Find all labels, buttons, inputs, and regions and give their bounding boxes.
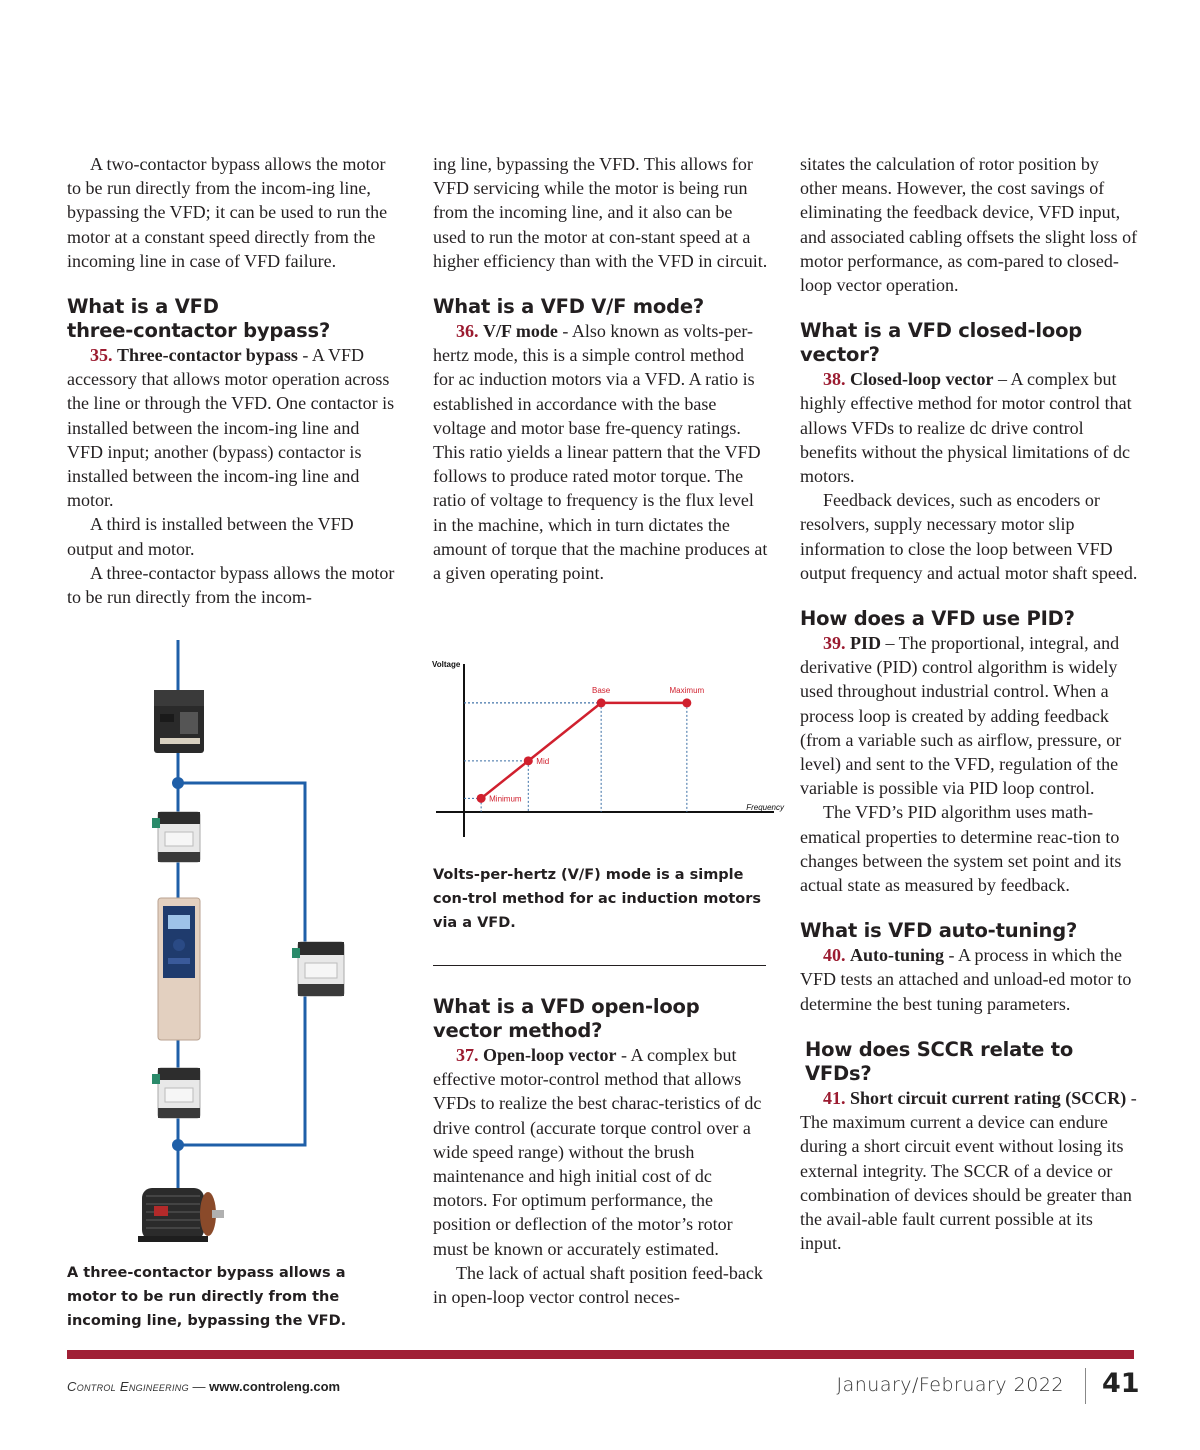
motor-icon: [138, 1188, 224, 1242]
heading-q35: What is a VFD three-contactor bypass?: [67, 295, 331, 343]
vf-chart: [430, 652, 790, 844]
bypass-diagram: [120, 640, 360, 1255]
point-base: [597, 698, 606, 707]
label-maximum: Maximum: [669, 685, 705, 695]
bypass-contactor-icon: [292, 942, 344, 996]
caption-rule: [433, 965, 766, 966]
footer-divider: [1085, 1368, 1086, 1404]
paragraph-q39: 39. PID – The proportional, integral, and derivative (PID) control algorithm is widely used throughout industrial control. When a process loop is created by adding feedback (from a variable such as airflow, pressure, or level) and sent to the VFD, regulation of the variable is possible via PID loop control.: [800, 633, 1122, 799]
heading-q41: How does SCCR relate to VFDs?: [805, 1037, 1074, 1085]
contactor-2-icon: [152, 1068, 200, 1118]
paragraph-q38: 38. Closed-loop vector – A complex but highly effective method for motor control that allows VFDs to realize dc drive control benefits without the physical limitations of dc motors.: [800, 369, 1132, 487]
x-axis-label: Frequency: [746, 803, 784, 812]
paragraph-q39-b: The VFD’s PID algorithm uses math-ematical properties to determine reac-tion to changes between the system set point and its actual state as measured by feedback.: [800, 802, 1122, 896]
paragraph-q35-c: A three-contactor bypass allows the motor to be run directly from the incom-: [67, 562, 395, 608]
figure-caption-bypass: A three-contactor bypass allows a motor to be run directly from the incoming line, bypassing the VFD.: [67, 1265, 347, 1329]
breaker-icon: [154, 690, 204, 753]
point-mid: [524, 756, 533, 765]
label-mid: Mid: [536, 756, 550, 766]
contactor-1-icon: [152, 812, 200, 862]
junction-top: [172, 777, 184, 789]
paragraph-q40: 40. Auto-tuning - A process in which the VFD tests an attached and unload-ed motor to determine the best tuning parameters.: [800, 945, 1132, 1014]
column-2-lower: [433, 995, 768, 1309]
heading-q39: How does a VFD use PID?: [800, 607, 1075, 631]
y-axis-label: Voltage: [432, 660, 461, 669]
heading-q38: What is a VFD closed-loop vector?: [800, 319, 1083, 367]
paragraph-q37-b: The lack of actual shaft position feed-back in open-loop vector control neces-: [433, 1262, 763, 1308]
paragraph-q41: 41. Short circuit current rating (SCCR) - The maximum current a device can endure during a short circuit event without losing its external integrity. The SCCR of a device or combination of devices should be greater than the avail-able fault current possible at its input.: [800, 1087, 1137, 1254]
point-minimum: [477, 794, 486, 803]
paragraph-q35-b: A third is installed between the VFD output and motor.: [67, 514, 354, 559]
paragraph-col3-cont: sitates the calculation of rotor position by other means. However, the cost savings of eliminating the feedback device, VFD input, and associated cabling offsets the slight loss of motor performance, as com-pared to closed-loop vector operation.: [800, 154, 1138, 296]
paragraph-q37: 37. Open-loop vector - A complex but effective motor-control method that allows VFDs to realize the best charac-teristics of dc drive control (accurate torque control over a wide speed range) without the brush maintenance and high initial cost of dc motors. For optimum performance, the position or deflection of the motor’s rotor must be known or accurately estimated.: [433, 1045, 762, 1259]
point-maximum: [682, 698, 691, 707]
footer-date: January/February 2022: [836, 1374, 1064, 1396]
label-base: Base: [592, 685, 611, 695]
footer-bar: [67, 1350, 1134, 1359]
vf-series-line: [481, 703, 687, 798]
vfd-icon: [158, 898, 200, 1040]
paragraph-q38-b: Feedback devices, such as encoders or resolvers, supply necessary motor slip information to close the loop between VFD output frequency and actual motor shaft speed.: [800, 490, 1138, 583]
label-minimum: Minimum: [489, 794, 522, 804]
column-1: [67, 152, 397, 609]
heading-q37: What is a VFD open-loop vector method?: [433, 995, 700, 1042]
column-3: [800, 152, 1138, 1255]
chart-caption: Volts-per-hertz (V/F) mode is a simple con-trol method for ac induction motors via a VFD.: [433, 867, 762, 931]
paragraph-two-contactor: A two-contactor bypass allows the motor to be run directly from the incom-ing line, bypassing the VFD; it can be used to run the motor at a constant speed directly from the incoming line in case of VFD failure.: [67, 154, 388, 271]
footer-publication: Control Engineering — www.controleng.com: [67, 1379, 341, 1394]
heading-q40: What is VFD auto-tuning?: [800, 919, 1078, 943]
column-2: [433, 152, 768, 585]
paragraph-q35: 35. Three-contactor bypass - A VFD accessory that allows motor operation across the line or through the VFD. One contactor is installed between the incom-ing line and VFD input; another (bypass) contactor is installed between the incom-ing line and motor.: [67, 345, 395, 511]
junction-bottom: [172, 1139, 184, 1151]
footer-url[interactable]: www.controleng.com: [209, 1379, 341, 1394]
paragraph-q36: 36. V/F mode - Also known as volts-per-hertz mode, this is a simple control method for ac induction motors via a VFD. A ratio is established in accordance with the base voltage and motor base fre-quency ratings. This ratio yields a linear pattern that the VFD follows to produce rated motor torque. The ratio of voltage to frequency is the flux level in the machine, which in turn dictates the amount of torque that the machine produces at a given operating point.: [433, 321, 768, 584]
page-number: 41: [1102, 1368, 1140, 1399]
paragraph-col2-cont: ing line, bypassing the VFD. This allows for VFD servicing while the motor is being run from the incoming line, and it also can be used to run the motor at con-stant speed at a higher efficiency than with the VFD in circuit.: [433, 154, 768, 271]
heading-q36: What is a VFD V/F mode?: [433, 295, 705, 319]
